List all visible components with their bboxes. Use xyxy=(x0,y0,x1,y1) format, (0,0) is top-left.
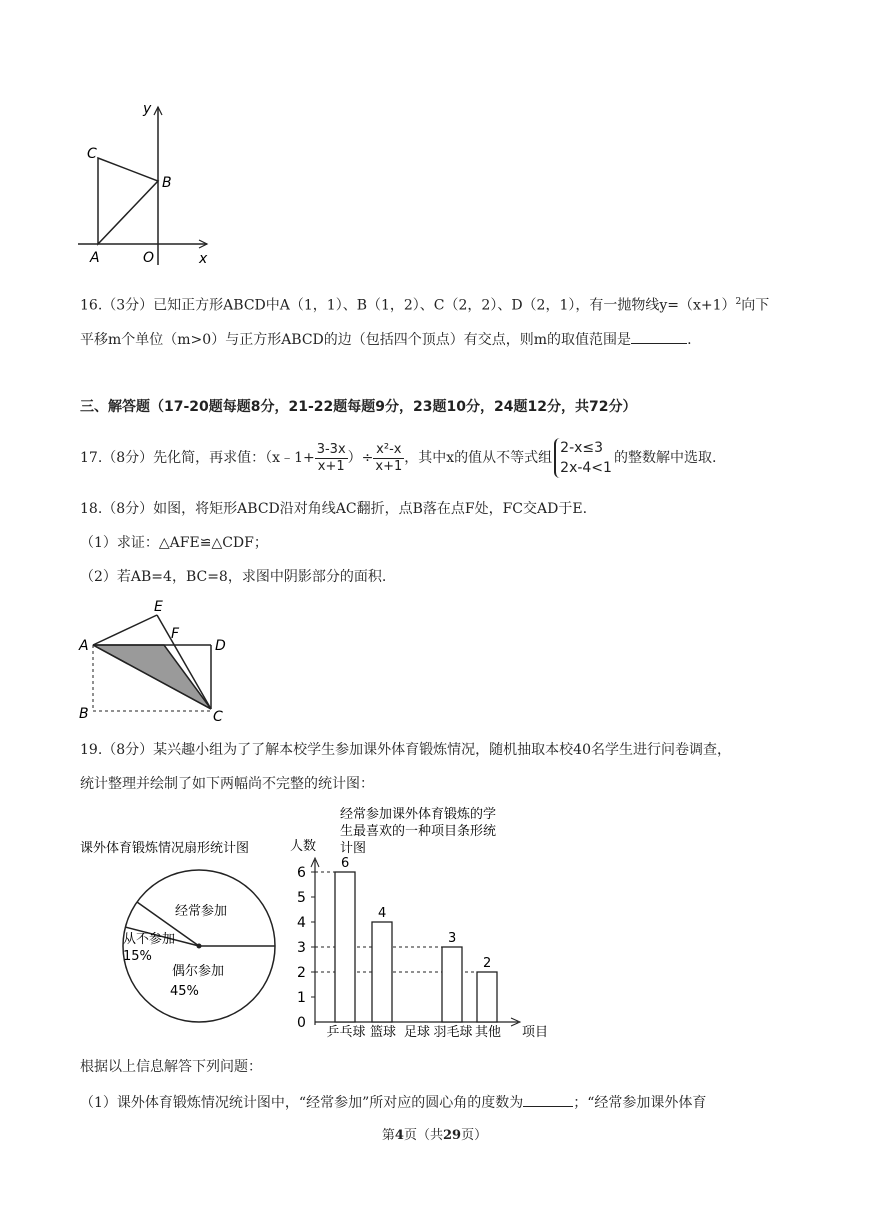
answer-blank[interactable] xyxy=(631,329,687,344)
line-AE xyxy=(93,615,157,645)
y-axis-label: 人数 xyxy=(290,839,317,854)
label-x: x xyxy=(199,251,208,267)
y-tick-label: 4 xyxy=(297,915,306,931)
pie-label-never: 从不参加 xyxy=(123,932,176,947)
quadrilateral-ACB xyxy=(98,158,158,244)
label-C: C xyxy=(87,146,97,162)
footer-mid: 页（共 xyxy=(403,1128,443,1143)
q19-line2: 统计整理并绘制了如下两幅尚不完整的统计图： xyxy=(80,776,374,792)
category-label: 足球 xyxy=(404,1025,431,1040)
bar-chart xyxy=(290,800,565,1050)
q17-prefix: 17.（8分）先化简，再求值：（x﹣1+ xyxy=(80,450,315,466)
fraction-1-denominator: x+1 xyxy=(317,458,345,474)
pie-label-often: 经常参加 xyxy=(175,904,228,919)
fraction-1 xyxy=(315,442,348,475)
q19-part1-b: ；“经常参加课外体育 xyxy=(573,1095,707,1111)
inequality-system xyxy=(554,438,612,478)
page-footer xyxy=(0,1124,869,1143)
q18-part2: （2）若AB=4，BC=8，求图中阴影部分的面积. xyxy=(80,569,387,585)
label-B: B xyxy=(162,175,172,191)
footer-page: 4 xyxy=(394,1128,404,1143)
label-D: D xyxy=(215,638,226,654)
bar xyxy=(372,922,392,1022)
q16-line2 xyxy=(80,329,692,350)
footer-total: 29 xyxy=(442,1128,462,1143)
q19-intro: 根据以上信息解答下列问题： xyxy=(80,1059,262,1075)
label-B: B xyxy=(79,706,89,722)
fraction-2 xyxy=(373,442,404,475)
q17-line xyxy=(80,436,716,480)
q19-line1: 19.（8分）某兴趣小组为了了解本校学生参加课外体育锻炼情况，随机抽取本校40名学生进行问卷调查， xyxy=(80,742,731,758)
bar-title-line3: 计图 xyxy=(340,841,367,856)
category-label: 篮球 xyxy=(370,1025,397,1040)
label-A: A xyxy=(79,638,89,654)
coordinate-figure xyxy=(75,95,215,270)
q16-text2: 平移m个单位（m>0）与正方形ABCD的边（包括四个顶点）有交点，则m的取值范围是 xyxy=(80,332,632,348)
q16-text-end: 向下 xyxy=(741,297,770,314)
pie-label-sometimes-pct: 45% xyxy=(170,984,199,999)
bar-title-line1: 经常参加课外体育锻炼的学 xyxy=(340,807,497,822)
bar xyxy=(335,872,355,1022)
y-tick-label: 0 xyxy=(297,1015,306,1031)
y-tick-label: 1 xyxy=(297,990,306,1006)
q16-period: . xyxy=(687,332,692,348)
answer-blank-angle[interactable] xyxy=(523,1092,573,1107)
inequality-2: 2x-4<1 xyxy=(560,460,612,476)
label-O: O xyxy=(143,250,155,266)
footer-post: 页） xyxy=(461,1128,488,1143)
bar xyxy=(442,947,462,1022)
q16-text: 16.（3分）已知正方形ABCD中A（1，1）、B（1，2）、C（2，2）、D（2，1），有一抛物线y=（x+1） xyxy=(80,297,736,314)
y-tick-label: 6 xyxy=(297,865,306,881)
label-E: E xyxy=(154,599,163,615)
y-tick-label: 3 xyxy=(297,940,306,956)
q16-exponent: 2 xyxy=(735,297,742,307)
q17-suffix: 的整数解中选取. xyxy=(613,450,717,466)
footer-pre: 第 xyxy=(381,1128,395,1143)
label-F: F xyxy=(171,626,180,642)
bar-value-label: 4 xyxy=(378,906,387,921)
fraction-2-numerator: x²-x xyxy=(373,442,404,459)
rectangle-fold-figure xyxy=(75,595,235,725)
pie-center xyxy=(197,944,202,949)
q16-line1 xyxy=(80,292,769,316)
y-tick-label: 2 xyxy=(297,965,306,981)
section-3-title: 三、解答题（17-20题每题8分，21-22题每题9分，23题10分，24题12分，共72分） xyxy=(80,399,637,415)
inequality-1: 2-x≤3 xyxy=(560,440,604,456)
q18-part1: （1）求证：△AFE≌△CDF； xyxy=(80,535,268,551)
bar-value-label: 2 xyxy=(483,956,492,971)
q19-part1 xyxy=(80,1092,706,1113)
pie-label-never-pct: 15% xyxy=(123,949,152,964)
fraction-1-numerator: 3-3x xyxy=(316,441,346,457)
category-label: 其他 xyxy=(475,1025,502,1040)
pie-label-sometimes: 偶尔参加 xyxy=(172,964,225,979)
q17-mid2: ，其中x的值从不等式组 xyxy=(404,450,553,466)
bar-title-line2: 生最喜欢的一种项目条形统 xyxy=(340,824,497,839)
q19-part1-a: （1）课外体育锻炼情况统计图中，“经常参加”所对应的圆心角的度数为 xyxy=(80,1095,524,1111)
label-C: C xyxy=(213,709,223,725)
fraction-2-denominator: x+1 xyxy=(375,458,403,474)
category-label: 羽毛球 xyxy=(433,1025,473,1040)
category-label: 乒乓球 xyxy=(326,1025,366,1040)
label-y: y xyxy=(143,101,152,117)
q18-line1: 18.（8分）如图，将矩形ABCD沿对角线AC翻折，点B落在点F处，FC交AD于E. xyxy=(80,501,588,517)
bar xyxy=(477,972,497,1022)
label-A: A xyxy=(90,250,100,266)
pie-chart xyxy=(75,830,305,1030)
pie-title: 课外体育锻炼情况扇形统计图 xyxy=(80,841,250,856)
bar-value-label: 3 xyxy=(448,931,457,946)
y-tick-label: 5 xyxy=(297,890,306,906)
bar-value-label: 6 xyxy=(341,856,350,871)
x-axis-label: 项目 xyxy=(522,1025,549,1040)
q17-mid: ）÷ xyxy=(347,450,374,466)
